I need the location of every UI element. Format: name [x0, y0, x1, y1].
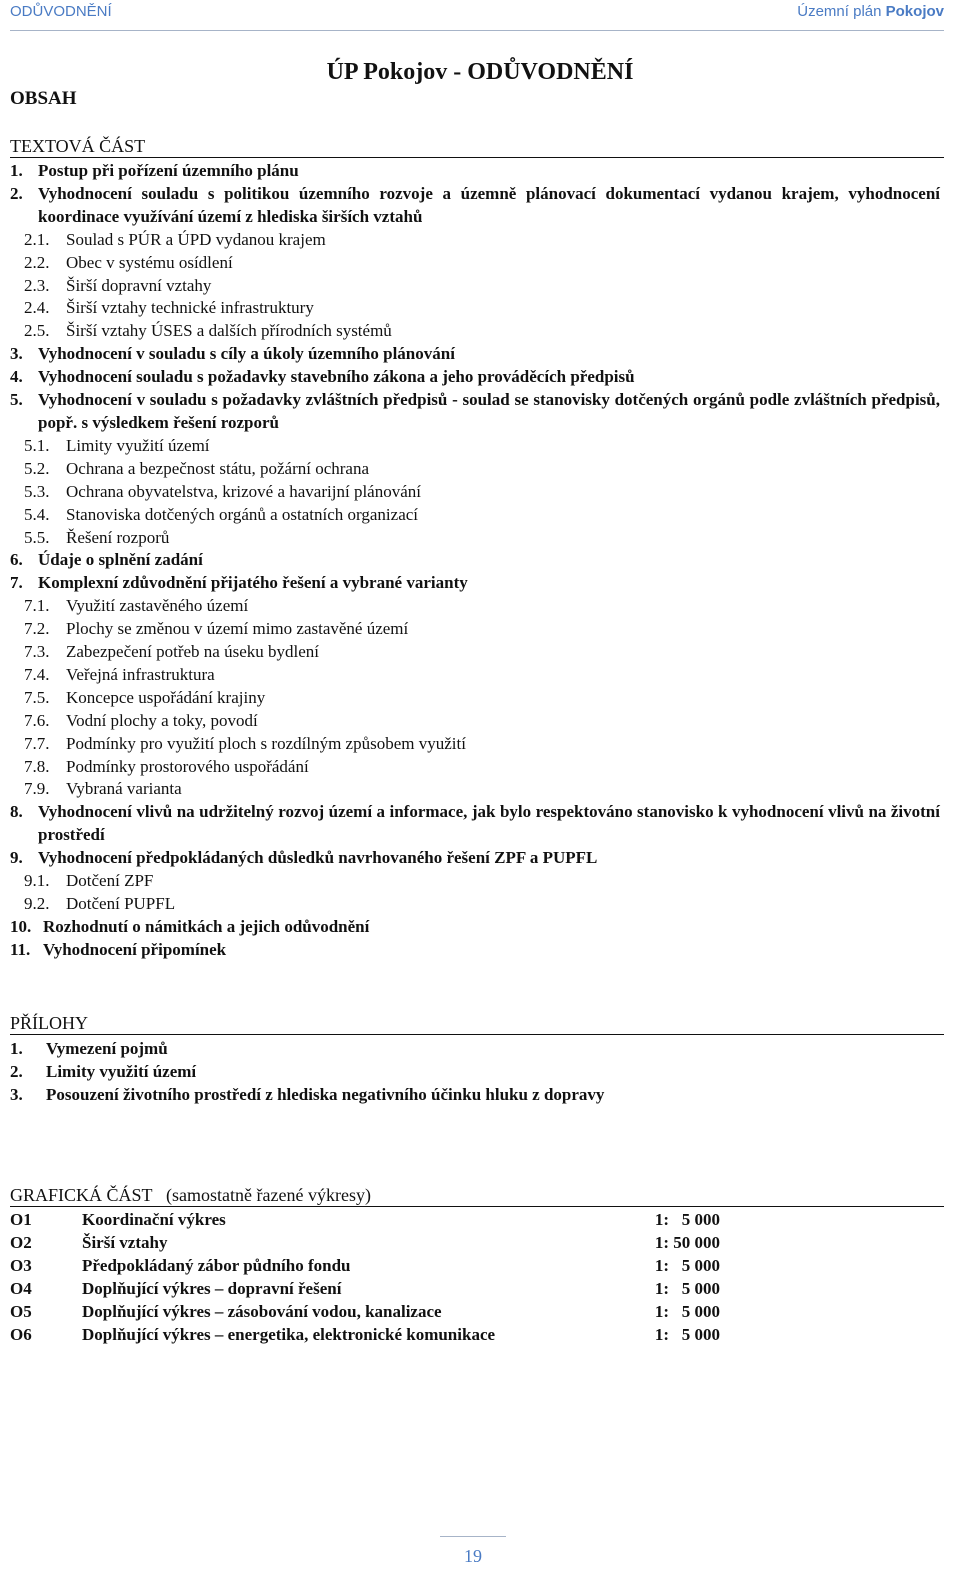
toc-item-number: 7.8. [24, 756, 50, 776]
toc-item-text: Vyhodnocení předpokládaných důsledků navrhovaného řešení ZPF a PUPFL [38, 848, 598, 868]
priloha-item [10, 1038, 940, 1061]
drawing-name: Doplňující výkres – zásobování vodou, kanalizace [82, 1302, 442, 1321]
header-doc-type: Územní plán [797, 3, 882, 20]
toc-item-text: Rozhodnutí o námitkách a jejich odůvodnění [43, 916, 370, 936]
toc-item-text: Řešení rozporů [66, 527, 170, 547]
toc-item-text: Ochrana a bezpečnost státu, požární ochrana [66, 458, 370, 478]
drawing-row [10, 1208, 730, 1231]
toc-item [10, 320, 940, 343]
toc-item [10, 297, 940, 320]
toc-item-text: Vyhodnocení v souladu s cíly a úkoly územního plánování [38, 344, 455, 364]
toc-item-text: Širší vztahy technické infrastruktury [66, 298, 314, 318]
toc-item [10, 183, 940, 229]
toc-item-text: Údaje o splnění zadání [38, 550, 203, 570]
prilohy-heading [10, 1012, 944, 1035]
toc-item [10, 756, 940, 779]
toc-item-text: Plochy se změnou v území mimo zastavěné území [66, 619, 409, 639]
toc-item [10, 458, 940, 481]
toc-item [10, 435, 940, 458]
toc-item-number: 1. [10, 161, 23, 180]
toc-item-number: 7.3. [24, 642, 50, 662]
toc-item-text: Zabezpečení potřeb na úseku bydlení [66, 642, 320, 662]
textova-cast-heading [10, 135, 944, 158]
toc-item [10, 687, 940, 710]
toc-item-text: Dotčení PUPFL [66, 894, 176, 913]
contents-heading: OBSAH [10, 88, 77, 109]
drawing-name: Předpokládaný zábor půdního fondu [82, 1256, 351, 1275]
toc-item-text: Podmínky pro využití ploch s rozdílným způsobem využití [66, 733, 466, 753]
toc-item-number: 7.7. [24, 733, 50, 753]
toc-item-text: Vyhodnocení souladu s politikou územního rozvoje a územně plánovací dokumentací vydanou krajem, vyhodnocení koordinace využívání území z hlediska širších vztahů [38, 183, 940, 226]
toc-item-number: 9. [10, 848, 23, 868]
toc-item-number: 7.5. [24, 687, 50, 707]
toc-item [10, 160, 940, 183]
priloha-number: 2. [10, 1061, 23, 1081]
textova-cast-label: TEXTOVÁ ČÁST [10, 136, 146, 156]
toc-item [10, 618, 940, 641]
toc-item-text: Širší vztahy ÚSES a dalších přírodních systémů [66, 321, 392, 341]
toc-item-text: Vybraná varianta [66, 779, 182, 799]
drawing-row [10, 1300, 730, 1323]
priloha-text: Limity využití území [46, 1061, 197, 1081]
drawing-scale: 1: 5 000 [654, 1256, 720, 1275]
toc-item [10, 778, 940, 801]
prilohy-label: PŘÍLOHY [10, 1013, 89, 1033]
toc-item [10, 549, 940, 572]
toc-item-text: Využití zastavěného území [66, 596, 249, 616]
toc-item [10, 389, 940, 435]
toc-item-text: Vyhodnocení připomínek [43, 939, 227, 959]
toc-item-number: 5.3. [24, 481, 50, 501]
toc-item [10, 733, 940, 756]
toc-item-number: 5.4. [24, 504, 50, 524]
toc-item [10, 893, 940, 916]
toc-item-text: Ochrana obyvatelstva, krizové a havarijní plánování [66, 481, 421, 501]
toc-item [10, 275, 940, 298]
toc-item [10, 641, 940, 664]
drawing-code: O2 [10, 1233, 32, 1252]
toc-item-text: Soulad s PÚR a ÚPD vydanou krajem [66, 229, 326, 249]
toc-item [10, 664, 940, 687]
header-municipality: Pokojov [885, 3, 944, 20]
toc-item-number: 2.3. [24, 275, 50, 295]
toc-item-text: Stanoviska dotčených orgánů a ostatních organizací [66, 504, 419, 524]
toc-item-number: 7.2. [24, 619, 50, 639]
toc-item-number: 2. [10, 183, 23, 203]
toc-item-number: 2.2. [24, 252, 50, 272]
drawing-code: O3 [10, 1256, 32, 1275]
toc-item-text: Vodní plochy a toky, povodí [66, 710, 258, 730]
toc-item [10, 939, 940, 962]
drawing-name: Doplňující výkres – dopravní řešení [82, 1279, 342, 1298]
drawing-code: O5 [10, 1302, 32, 1321]
drawing-name: Koordinační výkres [82, 1210, 226, 1229]
toc-item-text: Veřejná infrastruktura [66, 664, 215, 684]
toc-item-text: Koncepce uspořádání krajiny [66, 687, 266, 707]
priloha-item [10, 1084, 940, 1107]
drawing-row [10, 1231, 730, 1254]
drawing-row [10, 1323, 730, 1346]
drawing-scale: 1: 5 000 [654, 1325, 720, 1344]
drawing-code: O4 [10, 1279, 32, 1298]
toc-item-text: Obec v systému osídlení [66, 252, 233, 272]
toc-item [10, 527, 940, 550]
drawing-scale: 1: 50 000 [654, 1233, 720, 1252]
toc-item-text: Limity využití území [66, 435, 210, 455]
toc-item-number: 5.1. [24, 435, 50, 455]
toc-item [10, 847, 940, 870]
toc-item [10, 343, 940, 366]
toc-item-number: 9.1. [24, 871, 50, 891]
graficka-cast-heading [10, 1184, 944, 1207]
toc-item-number: 11. [10, 939, 31, 959]
priloha-item [10, 1061, 940, 1084]
header-section-label: ODŮVODNĚNÍ [10, 3, 112, 20]
prilohy-list [10, 1038, 940, 1107]
toc-item [10, 572, 940, 595]
toc-item-number: 5. [10, 390, 23, 410]
drawings-list [10, 1208, 730, 1346]
drawing-code: O6 [10, 1325, 32, 1344]
drawing-code: O1 [10, 1210, 32, 1229]
toc-item [10, 870, 940, 893]
toc-item-number: 2.4. [24, 298, 50, 318]
toc-item-text: Podmínky prostorového uspořádání [66, 756, 309, 776]
priloha-number: 3. [10, 1084, 23, 1104]
priloha-text: Vymezení pojmů [46, 1039, 168, 1058]
toc-item-number: 10. [10, 916, 32, 936]
toc-item-number: 2.1. [24, 229, 50, 249]
drawing-scale: 1: 5 000 [654, 1210, 720, 1229]
toc-item-text: Vyhodnocení souladu s požadavky stavebního zákona a jeho prováděcích předpisů [38, 367, 635, 387]
toc-item-number: 6. [10, 550, 23, 570]
toc-item-number: 3. [10, 344, 23, 364]
toc-item-number: 7.9. [24, 779, 50, 799]
toc-item-number: 5.2. [24, 458, 50, 478]
drawing-name: Širší vztahy [82, 1233, 168, 1252]
toc-item-number: 4. [10, 367, 23, 387]
toc-item [10, 710, 940, 733]
toc-item-number: 8. [10, 802, 23, 822]
toc-item [10, 916, 940, 939]
toc-item [10, 229, 940, 252]
toc-item [10, 801, 940, 847]
toc-item-text: Komplexní zdůvodnění přijatého řešení a vybrané varianty [38, 573, 468, 593]
header-document-label [797, 3, 944, 20]
drawing-scale: 1: 5 000 [654, 1279, 720, 1298]
page-header [10, 0, 944, 31]
toc-item-text: Postup při pořízení územního plánu [38, 161, 299, 180]
toc-item [10, 481, 940, 504]
toc-item [10, 252, 940, 275]
table-of-contents [10, 160, 940, 962]
toc-item-text: Dotčení ZPF [66, 871, 154, 891]
toc-item-number: 2.5. [24, 321, 50, 341]
toc-item-text: Širší dopravní vztahy [66, 275, 212, 295]
drawing-row [10, 1254, 730, 1277]
toc-item-number: 7.6. [24, 710, 50, 730]
toc-item-number: 7.4. [24, 664, 50, 684]
graficka-cast-label: GRAFICKÁ ČÁST [10, 1185, 153, 1205]
toc-item [10, 366, 940, 389]
toc-item-text: Vyhodnocení v souladu s požadavky zvláštních předpisů - soulad se stanovisky dotčených orgánů podle zvláštních předpisů, popř. s výsledkem řešení rozporů [38, 390, 940, 432]
drawing-name: Doplňující výkres – energetika, elektronické komunikace [82, 1325, 496, 1344]
toc-item [10, 504, 940, 527]
page-title: ÚP Pokojov - ODŮVODNĚNÍ [326, 59, 634, 85]
toc-item-number: 7. [10, 573, 23, 593]
toc-item [10, 595, 940, 618]
graficka-cast-note: (samostatně řazené výkresy) [166, 1185, 371, 1205]
toc-item-number: 5.5. [24, 527, 50, 547]
priloha-text: Posouzení životního prostředí z hlediska negativního účinku hluku z dopravy [46, 1084, 605, 1104]
priloha-number: 1. [10, 1039, 23, 1058]
drawing-scale: 1: 5 000 [654, 1302, 720, 1321]
toc-item-number: 7.1. [24, 596, 50, 616]
toc-item-number: 9.2. [24, 894, 50, 913]
toc-item-text: Vyhodnocení vlivů na udržitelný rozvoj území a informace, jak bylo respektováno stanovisko k vyhodnocení vlivů na životní prostředí [38, 802, 940, 845]
page-number: 19 [440, 1536, 506, 1567]
drawing-row [10, 1277, 730, 1300]
